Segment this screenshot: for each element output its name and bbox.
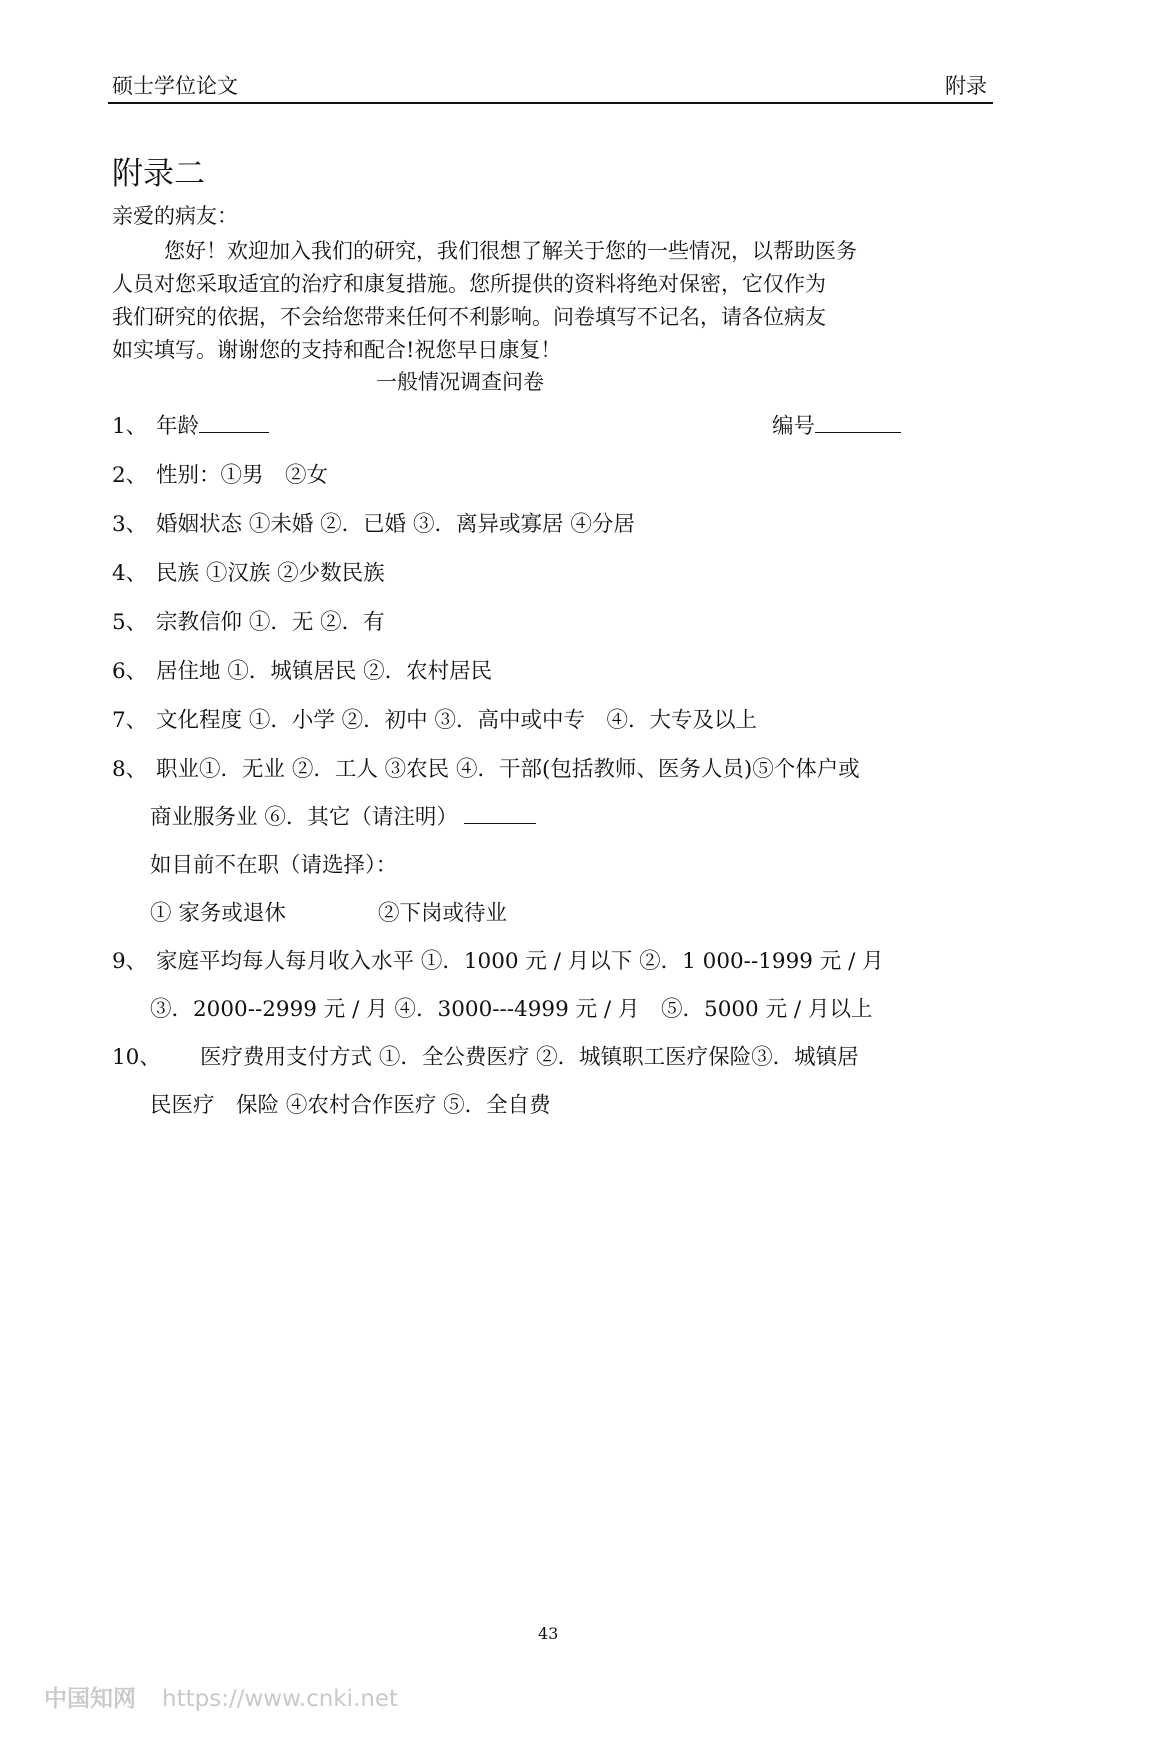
- running-header-right: 附录: [945, 74, 987, 98]
- questionnaire-title: 一般情况调查问卷: [376, 370, 544, 394]
- q2-text: 性别：①男 ②女: [156, 463, 329, 488]
- q4-number: 4、: [112, 561, 148, 586]
- appendix-title: 附录二: [112, 156, 205, 192]
- watermark-url: https://www.cnki.net: [162, 1686, 399, 1712]
- q10-line-1: 医疗费用支付方式 ①．全公费医疗 ②．城镇职工医疗保险③．城镇居: [200, 1045, 859, 1070]
- intro-line-3: 我们研究的依据，不会给您带来任何不利影响。问卷填写不记名，请各位病友: [112, 305, 826, 329]
- q5-number: 5、: [112, 610, 148, 635]
- q8-line-3: 如目前不在职（请选择）：: [150, 853, 398, 878]
- q9-line-2: ③．2000--2999 元 / 月 ④．3000---4999 元 / 月 ⑤．5000 元 / 月以上: [150, 997, 873, 1022]
- q8-line-1: 职业①．无业 ②．工人 ③农民 ④．干部(包括教师、医务人员)⑤个体户或: [156, 757, 860, 782]
- q6-number: 6、: [112, 659, 148, 684]
- age-blank[interactable]: [199, 412, 269, 433]
- q4-text: 民族 ①汉族 ②少数民族: [156, 561, 385, 586]
- q8-line-2-text: 商业服务业 ⑥．其它（请注明）: [150, 805, 458, 830]
- q5-text: 宗教信仰 ①．无 ②．有: [156, 610, 385, 635]
- q2-number: 2、: [112, 463, 148, 488]
- q1-id-label: 编号: [772, 414, 816, 439]
- cnki-watermark: [44, 1680, 398, 1713]
- intro-line-4: 如实填写。谢谢您的支持和配合!祝您早日康复！: [112, 338, 562, 362]
- intro-line-2: 人员对您采取适宜的治疗和康复措施。您所提供的资料将绝对保密，它仅作为: [112, 272, 826, 296]
- q8-option-1: ① 家务或退休: [150, 901, 286, 926]
- q7-text: 文化程度 ①．小学 ②．初中 ③．高中或中专 ④．大专及以上: [156, 708, 758, 733]
- running-header-left: 硕士学位论文: [112, 74, 238, 98]
- q8-number: 8、: [112, 757, 148, 782]
- q6-text: 居住地 ①．城镇居民 ②．农村居民: [156, 659, 493, 684]
- q3-number: 3、: [112, 512, 148, 537]
- q1-number: 1、: [112, 414, 148, 439]
- salutation: 亲爱的病友：: [112, 204, 238, 228]
- header-rule: [108, 102, 993, 104]
- q9-number: 9、: [112, 949, 148, 974]
- q1-age: [156, 409, 269, 440]
- other-occupation-blank[interactable]: [464, 803, 536, 824]
- q7-number: 7、: [112, 708, 148, 733]
- watermark-brand: 中国知网: [44, 1686, 136, 1712]
- q8-line-2: [150, 800, 536, 831]
- page-number: 43: [538, 1624, 559, 1643]
- id-blank[interactable]: [815, 412, 901, 433]
- intro-line-1: 您好！欢迎加入我们的研究，我们很想了解关于您的一些情况，以帮助医务: [164, 239, 857, 263]
- q1-id: [772, 409, 901, 440]
- q10-number: 10、: [112, 1045, 161, 1070]
- q1-age-label: 年龄: [156, 414, 200, 439]
- q8-option-2: ②下岗或待业: [378, 901, 508, 926]
- q9-line-1: 家庭平均每人每月收入水平 ①．1000 元 / 月以下 ②．1 000--1999 元 / 月: [156, 949, 884, 974]
- q3-text: 婚姻状态 ①未婚 ②．已婚 ③．离异或寡居 ④分居: [156, 512, 635, 537]
- q10-line-2: 民医疗 保险 ④农村合作医疗 ⑤．全自费: [150, 1093, 551, 1118]
